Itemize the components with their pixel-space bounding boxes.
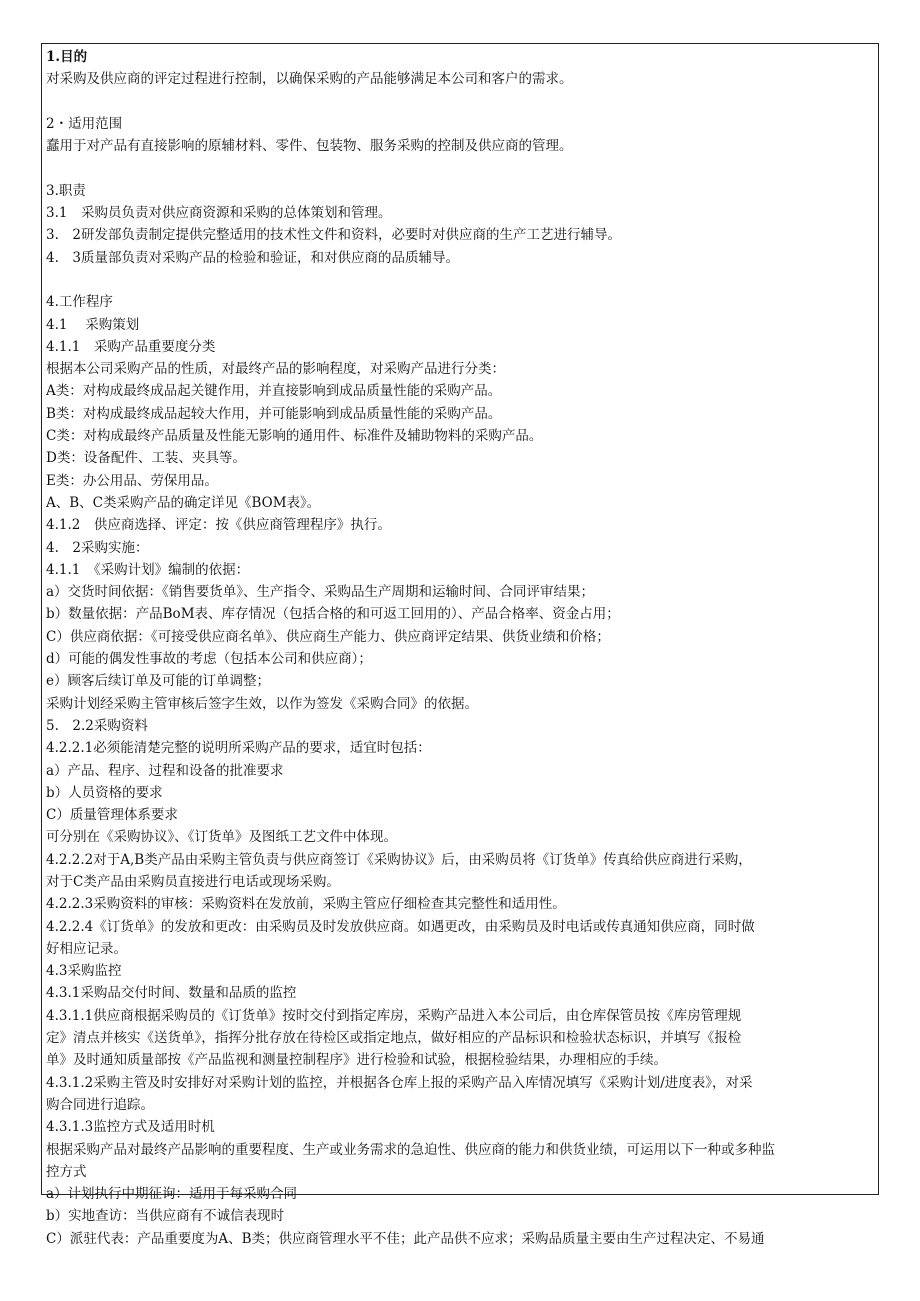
- doc-line: 5. 2.2采购资料: [46, 717, 148, 734]
- doc-line: 4.2.2.3采购资料的审核：采购资料在发放前，采购主管应仔细检查其完整性和适用性。: [46, 896, 566, 913]
- doc-line: C类：对构成最终产品质量及性能无影响的通用件、标准件及辅助物料的采购产品。: [46, 428, 543, 445]
- doc-line: 4.2.2.1必须能清楚完整的说明所采购产品的要求，适宜时包括：: [46, 740, 431, 757]
- doc-line: 4. 2采购实施：: [46, 539, 149, 556]
- doc-line: 4.1.1 《采购计划》编制的依据：: [46, 561, 250, 578]
- doc-line: 蠢用于对产品有直接影响的原辅材料、零件、包装物、服务采购的控制及供应商的管理。: [46, 138, 573, 155]
- doc-line: 4.1 采购策划: [46, 316, 140, 333]
- doc-line: 定》清点并核实《送货单》，指挥分批存放在待检区或指定地点，做好相应的产品标识和检验状态标识，并填写《报检: [46, 1030, 742, 1047]
- doc-line: 好相应记录。: [46, 940, 127, 957]
- doc-line: E类：办公用品、劳保用品。: [46, 472, 218, 489]
- doc-line: 购合同进行追踪。: [46, 1096, 154, 1113]
- doc-line: 根据采购产品对最终产品影响的重要程度、生产或业务需求的急迫性、供应商的能力和供货业绩，可运用以下一种或多种监: [46, 1141, 775, 1158]
- doc-line: b）实地查访：当供应商有不诚信表现时: [46, 1208, 285, 1225]
- doc-line: 对采购及供应商的评定过程进行控制，以确保采购的产品能够满足本公司和客户的需求。: [46, 71, 573, 88]
- doc-line: B类：对构成最终成品起较大作用，并可能影响到成品质量性能的采购产品。: [46, 405, 502, 422]
- doc-line: 4.3采购监控: [46, 963, 122, 980]
- doc-line: 2・适用范围: [46, 115, 123, 132]
- doc-line: 4.2.2.4《订货单》的发放和更改：由采购员及时发放供应商。如遇更改，由采购员及时电话或传真通知供应商，同时做: [46, 918, 755, 935]
- doc-line: A、B、C类采购产品的确定详见《BOM表》。: [46, 494, 321, 511]
- doc-line: 单》及时通知质量部按《产品监视和测量控制程序》进行检验和试验，根据检验结果，办理相应的手续。: [46, 1052, 667, 1069]
- doc-line: 可分别在《采购协议》、《订货单》及图纸工艺文件中体现。: [46, 829, 397, 846]
- doc-line: 3. 2研发部负责制定提供完整适用的技术性文件和资料，必要时对供应商的生产工艺进行辅导。: [46, 227, 621, 244]
- doc-line: [46, 91, 876, 113]
- doc-line: 3.1 采购员负责对供应商资源和采购的总体策划和管理。: [46, 205, 392, 222]
- doc-line: 4.1.2 供应商选择、评定：按《供应商管理程序》执行。: [46, 517, 391, 534]
- doc-line: C）派驻代表：产品重要度为A、B类；供应商管理水平不佳；此产品供不应求；采购品质量主要由生产过程决定、不易通: [46, 1230, 765, 1247]
- doc-line: a）产品、程序、过程和设备的批准要求: [46, 762, 284, 779]
- doc-line: 1.目的: [46, 49, 88, 65]
- doc-line: a）计划执行中期征询：适用于每采购合同: [46, 1186, 298, 1203]
- doc-line: D类：设备配件、工装、夹具等。: [46, 450, 246, 467]
- doc-line: b）人员资格的要求: [46, 784, 163, 801]
- doc-line: 4.3.1.2采购主管及时安排好对采购计划的监控，并根据各仓库上报的采购产品入库情况填写《采购计划/进度表》，对采: [46, 1074, 753, 1091]
- doc-line: C）供应商依据：《可接受供应商名单》、供应商生产能力、供应商评定结果、供货业绩和价格；: [46, 628, 610, 645]
- doc-line: 根据本公司采购产品的性质，对最终产品的影响程度，对采购产品进行分类：: [46, 361, 505, 378]
- doc-line: 采购计划经采购主管审核后签字生效，以作为签发《采购合同》的依据。: [46, 695, 478, 712]
- doc-line: e）顾客后续订单及可能的订单调整；: [46, 673, 270, 690]
- document-body: [46, 46, 876, 1250]
- doc-line: C）质量管理体系要求: [46, 807, 178, 824]
- doc-line: 4.3.1.1供应商根据采购员的《订货单》按时交付到指定库房，采购产品进入本公司后，由仓库保管员按《库房管理规: [46, 1007, 742, 1024]
- doc-line: [46, 269, 876, 291]
- doc-line: a）交货时间依据：《销售要货单》、生产指令、采购品生产周期和运输时间、合同评审结果；: [46, 584, 595, 601]
- doc-line: 4.3.1.3监控方式及适用时机: [46, 1119, 215, 1136]
- doc-line: 4. 3质量部负责对采购产品的检验和验证，和对供应商的品质辅导。: [46, 249, 459, 266]
- doc-line: 3.职责: [46, 182, 86, 199]
- doc-line: 4.3.1采购品交付时间、数量和品质的监控: [46, 985, 297, 1002]
- doc-line: A类：对构成最终成品起关键作用，并直接影响到成品质量性能的采购产品。: [46, 383, 502, 400]
- doc-line: 控方式: [46, 1163, 87, 1180]
- doc-line: b）数量依据：产品BoM表、库存情况（包括合格的和可返工回用的）、产品合格率、资金占用；: [46, 606, 620, 623]
- doc-line: 4.1.1 采购产品重要度分类: [46, 338, 216, 355]
- doc-line: 对于C类产品由采购员直接进行电话或现场采购。: [46, 873, 340, 890]
- doc-line: 4.工作程序: [46, 294, 113, 311]
- doc-line: 4.2.2.2对于A,B类产品由采购主管负责与供应商签订《采购协议》后，由采购员将《订货单》传真给供应商进行采购，: [46, 851, 752, 868]
- doc-line: d）可能的偶发性事故的考虑（包括本公司和供应商）；: [46, 651, 372, 668]
- doc-line: [46, 157, 876, 179]
